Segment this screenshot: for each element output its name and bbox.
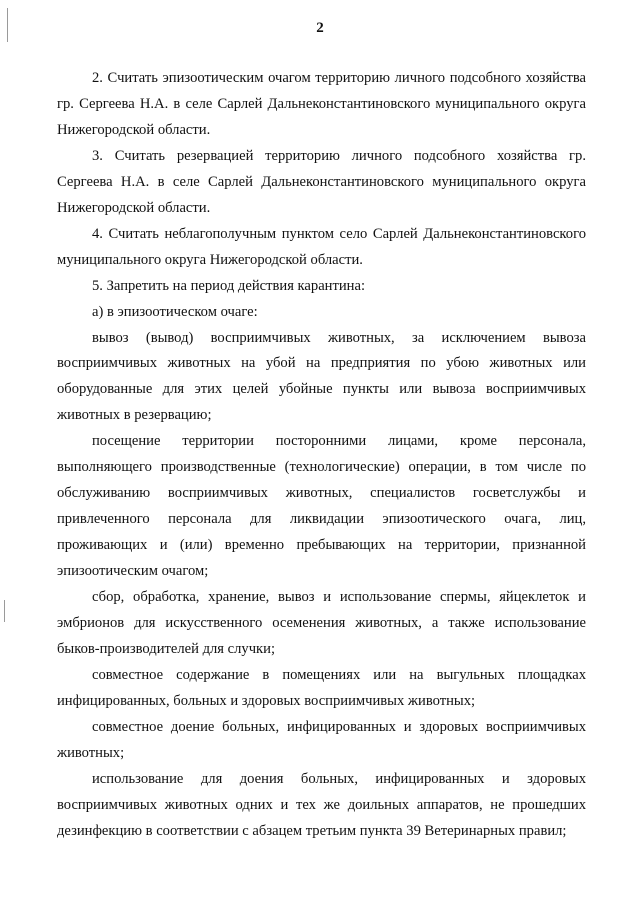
paragraph-3-reservation: 3. Считать резервацией территорию личного подсобного хозяйства гр. Сергеева Н.А. в селе Сарлей Дальнеконстантиновского муниципального округа Нижегородской области.: [57, 147, 586, 216]
paragraph-ban-visits: посещение территории посторонними лицами, кроме персонала, выполняющего производственные (технологические) операции, в том числе по обслуживанию восприимчивых животных, специалистов госветслужбы и привлеченного персонала для ликвидации эпизоотического очага, лиц, проживающих и (или) временно пребывающих на территории, признанной эпизоотическим очагом;: [57, 433, 586, 580]
document-body: [57, 66, 586, 845]
paragraph-ban-semen-use: сбор, обработка, хранение, вывоз и использование спермы, яйцеклеток и эмбрионов для искусственного осеменения животных, а также использование быков-производителей для случки;: [57, 589, 586, 657]
paragraph-ban-animal-removal: вывоз (вывод) восприимчивых животных, за исключением вывоза восприимчивых животных на убой на предприятия по убою животных или оборудованные для этих целей убойные пункты или вывоза восприимчивых животных в резервацию;: [57, 329, 586, 424]
paragraph-ban-milking-machines: использование для доения больных, инфицированных и здоровых восприимчивых животных одних и тех же доильных аппаратов, не прошедших дезинфекцию в соответствии с абзацем третьим пункта 39 Ветеринарных правил;: [57, 770, 586, 839]
page-number: 2: [316, 20, 324, 36]
paragraph-5a-in-focus: а) в эпизоотическом очаге:: [92, 303, 258, 320]
paragraph-4-unfavorable-point: 4. Считать неблагополучным пунктом село Сарлей Дальнеконстантиновского муниципального округа Нижегородской области.: [57, 225, 586, 268]
paragraph-5-quarantine-ban: 5. Запретить на период действия карантина:: [92, 277, 366, 294]
scan-edge-mark: [4, 600, 5, 622]
paragraph-ban-joint-milking: совместное доение больных, инфицированных и здоровых восприимчивых животных;: [57, 718, 586, 761]
paragraph-ban-joint-keeping: совместное содержание в помещениях или на выгульных площадках инфицированных, больных и здоровых восприимчивых животных;: [57, 666, 586, 709]
paragraph-2-epizootic-focus: 2. Считать эпизоотическим очагом территорию личного подсобного хозяйства гр. Сергеева Н.А. в селе Сарлей Дальнеконстантиновского муниципального округа Нижегородской области.: [57, 70, 586, 138]
